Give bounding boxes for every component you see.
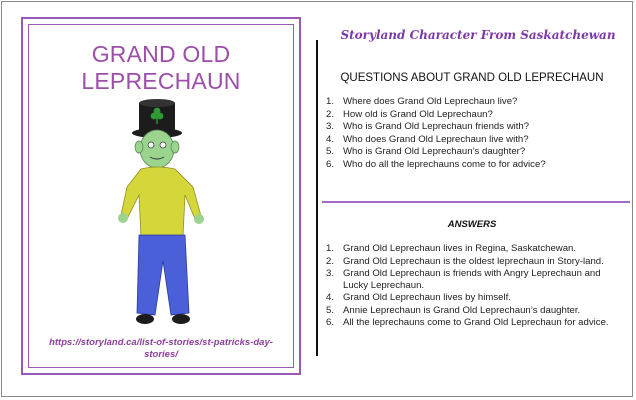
- left-eye: [148, 142, 154, 148]
- section-divider: [322, 201, 630, 203]
- item-number: 1.: [326, 96, 335, 107]
- item-text: Annie Leprechaun is Grand Old Leprechaun’s daughter.: [343, 304, 581, 316]
- hat-top: [139, 99, 175, 107]
- leprechaun-illustration: [103, 91, 223, 331]
- list-item: [326, 292, 622, 304]
- vertical-divider: [316, 40, 318, 356]
- answers-list: [326, 243, 622, 330]
- item-number: 3.: [326, 121, 335, 132]
- item-text: Who do all the leprechauns come to for advice?: [343, 158, 546, 170]
- item-text: How old is Grand Old Leprechaun?: [343, 108, 493, 120]
- story-link[interactable]: https://storyland.ca/list-of-stories/st-patricks-day-stories/: [49, 337, 273, 360]
- answers-title: ANSWERS: [447, 219, 497, 230]
- pants: [137, 235, 189, 315]
- item-text: Grand Old Leprechaun lives in Regina, Saskatchewan.: [343, 243, 577, 254]
- card-title: GRAND OLD LEPRECHAUN: [81, 41, 241, 94]
- right-shoe: [172, 314, 190, 324]
- questions-list: [326, 96, 618, 171]
- item-text: Who is Grand Old Leprechaun’s daughter?: [343, 146, 526, 157]
- item-number: 4.: [326, 133, 335, 145]
- item-number: 6.: [326, 317, 335, 328]
- item-number: 4.: [326, 292, 335, 303]
- item-text: Who does Grand Old Leprechaun live with?: [343, 133, 529, 145]
- left-hand: [118, 213, 128, 223]
- item-number: 5.: [326, 146, 335, 157]
- list-item: [326, 96, 618, 108]
- right-eye: [160, 142, 166, 148]
- list-item: [326, 268, 622, 291]
- list-item: [326, 256, 622, 268]
- item-text: All the leprechauns come to Grand Old Leprechaun for advice.: [343, 317, 609, 328]
- list-item: [326, 109, 618, 121]
- list-item: [326, 305, 622, 317]
- item-text: Who is Grand Old Leprechaun friends with?: [343, 121, 530, 132]
- right-ear: [171, 141, 179, 153]
- shirt: [121, 167, 201, 237]
- item-number: 1.: [326, 243, 335, 254]
- item-text: Grand Old Leprechaun lives by himself.: [343, 292, 511, 303]
- left-shoe: [136, 314, 154, 324]
- right-hand: [194, 214, 204, 224]
- list-item: [326, 134, 618, 146]
- item-text: Grand Old Leprechaun is the oldest leprechaun in Story-land.: [343, 255, 604, 267]
- item-number: 2.: [326, 108, 335, 120]
- item-number: 6.: [326, 158, 335, 170]
- list-item: [326, 317, 622, 329]
- list-item: [326, 121, 618, 133]
- item-number: 2.: [326, 255, 335, 267]
- list-item: [326, 146, 618, 158]
- page-header: Storyland Character From Saskatchewan: [340, 28, 616, 42]
- item-text: Grand Old Leprechaun is friends with Angry Leprechaun and Lucky Leprechaun.: [343, 268, 601, 291]
- questions-title: QUESTIONS ABOUT GRAND OLD LEPRECHAUN: [340, 72, 604, 84]
- list-item: [326, 243, 622, 255]
- character-card: [21, 17, 301, 375]
- item-number: 5.: [326, 304, 335, 316]
- left-ear: [135, 141, 143, 153]
- head: [140, 130, 174, 168]
- item-number: 3.: [326, 268, 335, 279]
- item-text: Where does Grand Old Leprechaun live?: [343, 96, 518, 107]
- list-item: [326, 159, 618, 171]
